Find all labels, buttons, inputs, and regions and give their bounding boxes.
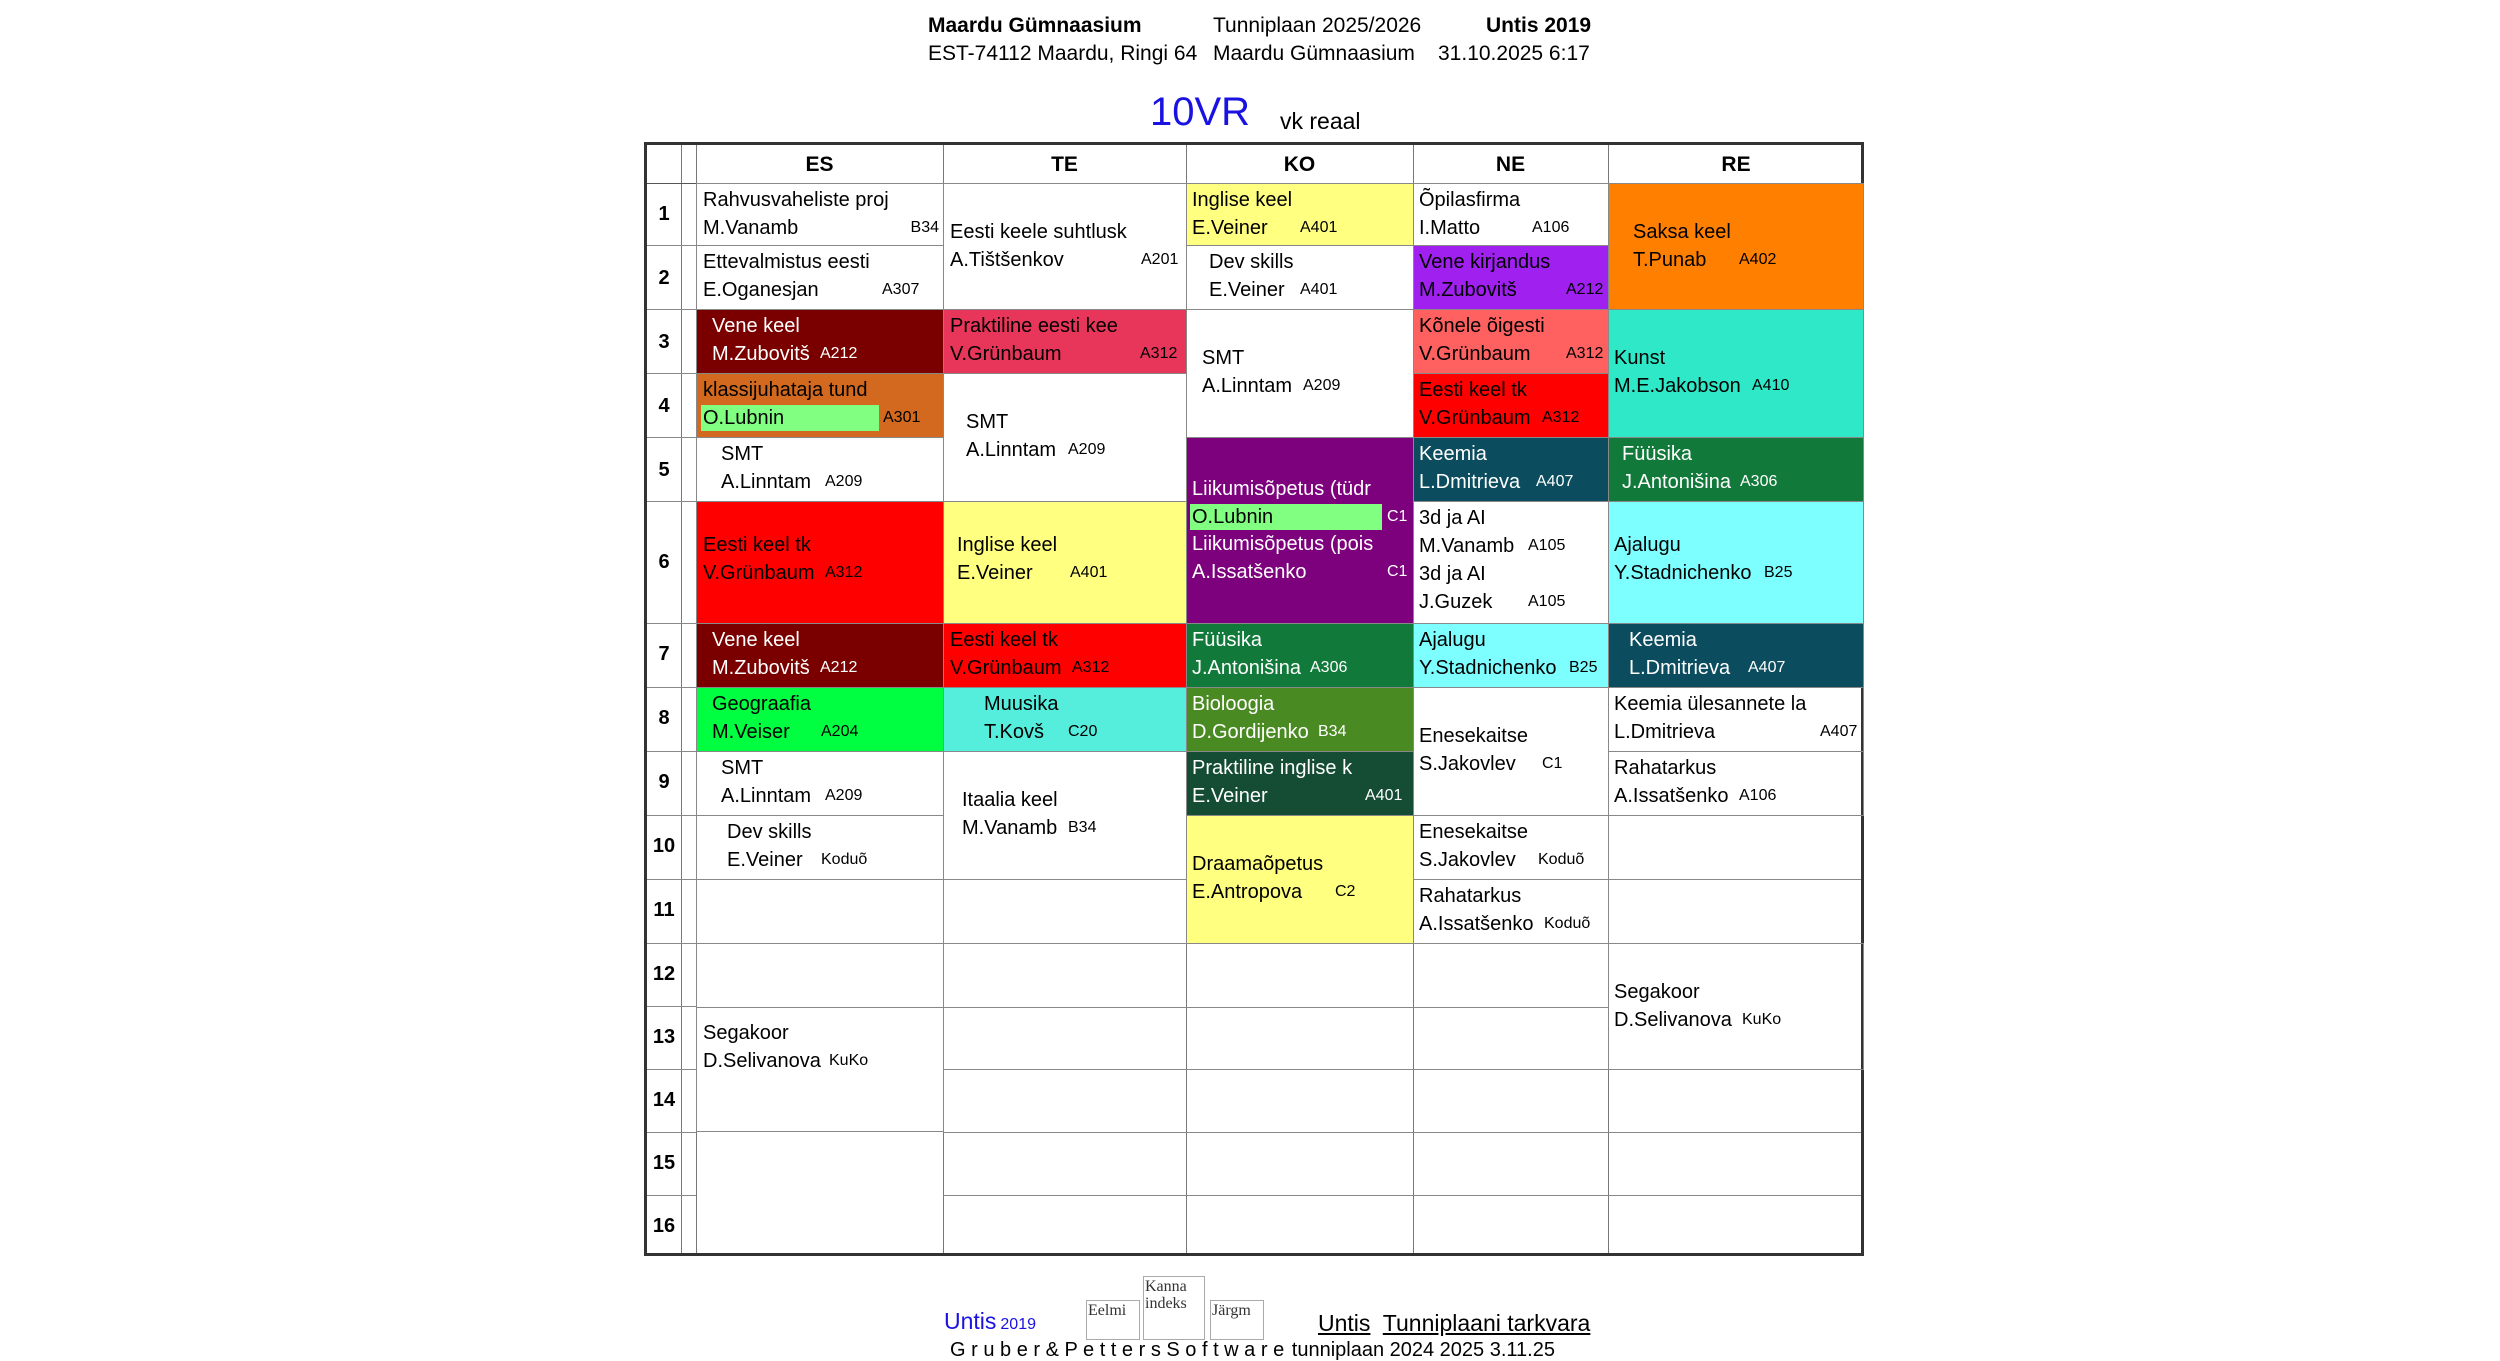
lesson-teacher: J.Guzek [1419, 591, 1493, 613]
lesson-teacher: M.Zubovitš [1419, 279, 1517, 301]
school-name: Maardu Gümnaasium [928, 14, 1142, 37]
lesson-room: A204 [821, 723, 859, 740]
lesson-subject: Inglise keel [957, 534, 1058, 556]
lesson-room: A410 [1752, 377, 1790, 394]
lesson-room: A401 [1300, 219, 1338, 236]
lesson-teacher: T.Punab [1633, 249, 1707, 271]
day-header-te: TE [1051, 153, 1078, 176]
lesson-teacher: L.Dmitrieva [1614, 721, 1716, 743]
lesson-subject: Ajalugu [1419, 629, 1486, 651]
footer-credit [950, 1340, 1555, 1360]
lesson-subject: Saksa keel [1633, 221, 1731, 243]
lesson-room: A407 [1820, 723, 1858, 740]
lesson-teacher: A.Issatšenko [1614, 785, 1729, 807]
lesson-subject: Segakoor [703, 1022, 789, 1044]
lesson-cell[interactable] [1608, 309, 1864, 438]
lesson-subject: Vene keel [712, 629, 800, 651]
lesson-teacher: V.Grünbaum [1419, 407, 1531, 429]
period-number: 3 [658, 331, 670, 353]
period-number: 14 [652, 1089, 676, 1111]
lesson-subject: Dev skills [1209, 251, 1294, 273]
class-subtitle: vk reaal [1280, 108, 1361, 134]
lesson-teacher: L.Dmitrieva [1629, 657, 1731, 679]
period-number: 4 [658, 395, 670, 417]
lesson-cell[interactable] [1608, 687, 1864, 752]
credit-text: G r u b e r & P e t t e r s S o f t w a r e [950, 1339, 1285, 1361]
lesson-cell[interactable] [696, 815, 944, 880]
lesson-cell[interactable] [943, 687, 1187, 752]
lesson-cell[interactable] [1608, 623, 1864, 688]
lesson-teacher: E.Veiner [1209, 279, 1285, 301]
lesson-cell[interactable] [1186, 751, 1414, 816]
lesson-cell[interactable] [1608, 751, 1864, 816]
lesson-teacher: M.Zubovitš [712, 343, 810, 365]
lesson-cell[interactable] [1413, 309, 1609, 374]
lesson-cell[interactable] [1186, 245, 1414, 310]
lesson-cell[interactable] [943, 183, 1187, 310]
lesson-room: A201 [1141, 251, 1179, 268]
period-number: 6 [658, 551, 670, 573]
lesson-subject: Eesti keel tk [1419, 379, 1527, 401]
lesson-subject: Enesekaitse [1419, 725, 1528, 747]
period-number: 16 [652, 1215, 676, 1237]
lesson-subject: Geograafia [712, 693, 811, 715]
lesson-subject: Rahvusvaheliste proj [703, 189, 889, 211]
lesson-teacher: L.Dmitrieva [1419, 471, 1521, 493]
footer-links [1318, 1310, 1590, 1337]
lesson-teacher: A.Linntam [721, 471, 812, 493]
lesson-cell[interactable] [943, 501, 1187, 624]
lesson-subject: Keemia [1419, 443, 1487, 465]
lesson-cell[interactable] [1608, 437, 1864, 502]
lesson-room: Koduõ [821, 851, 868, 868]
lesson-teacher: A.Tištšenkov [950, 249, 1064, 271]
lesson-room: A106 [1739, 787, 1777, 804]
period-number: 7 [658, 643, 670, 665]
lesson-teacher: E.Veiner [957, 562, 1033, 584]
lesson-room: A301 [883, 409, 921, 426]
lesson-subject: SMT [721, 757, 764, 779]
lesson-teacher: S.Jakovlev [1419, 849, 1516, 871]
lesson-subject: Rahatarkus [1614, 757, 1717, 779]
index-image-button[interactable]: Kanna indeks [1143, 1276, 1205, 1340]
lesson-room: A212 [820, 345, 858, 362]
plan-title: Tunniplaan 2025/2026 [1213, 14, 1422, 37]
lesson-cell[interactable] [1186, 183, 1414, 246]
lesson-cell[interactable] [696, 373, 944, 438]
lesson-room: C1 [1387, 508, 1408, 525]
lesson-teacher: O.Lubnin [1190, 504, 1382, 530]
lesson-teacher: D.Selivanova [1614, 1009, 1732, 1031]
lesson-room: B34 [1068, 819, 1097, 836]
lesson-room: KuKo [829, 1052, 869, 1069]
lesson-cell[interactable] [1413, 815, 1609, 880]
lesson-subject: Praktiline inglise k [1192, 757, 1353, 779]
lesson-room: A209 [825, 473, 863, 490]
lesson-cell[interactable] [1413, 623, 1609, 688]
lesson-subject: SMT [721, 443, 764, 465]
lesson-subject: Keemia ülesannete la [1614, 693, 1807, 715]
lesson-subject: Eesti keel tk [950, 629, 1058, 651]
lesson-room: A209 [825, 787, 863, 804]
lesson-teacher: E.Veiner [727, 849, 803, 871]
lesson-cell[interactable] [1413, 373, 1609, 438]
lesson-room: C1 [1387, 563, 1408, 580]
lesson-teacher: M.Vanamb [703, 217, 799, 239]
lesson-room: A401 [1070, 564, 1108, 581]
lesson-subject: Draamaõpetus [1192, 853, 1324, 875]
lesson-teacher: V.Grünbaum [950, 343, 1062, 365]
lesson-room: A212 [820, 659, 858, 676]
lesson-room: A306 [1310, 659, 1348, 676]
lesson-room: A106 [1532, 219, 1570, 236]
lesson-teacher: E.Antropova [1192, 881, 1303, 903]
lesson-subject: Itaalia keel [962, 789, 1058, 811]
lesson-teacher: I.Matto [1419, 217, 1481, 239]
lesson-cell[interactable] [1608, 943, 1864, 1070]
lesson-room: A212 [1566, 281, 1604, 298]
lesson-room: A401 [1300, 281, 1338, 298]
period-number: 13 [652, 1026, 676, 1048]
lesson-teacher: M.Vanamb [1419, 535, 1515, 557]
empty-cell [943, 879, 1187, 944]
lesson-teacher: Y.Stadnichenko [1614, 562, 1752, 584]
lesson-teacher: J.Antonišina [1622, 471, 1731, 493]
lesson-teacher: E.Oganesjan [703, 279, 819, 301]
lesson-subject: Vene keel [712, 315, 800, 337]
lesson-subject: klassijuhataja tund [703, 379, 868, 401]
lesson-room: A105 [1528, 537, 1566, 554]
lesson-room: A105 [1528, 593, 1566, 610]
lesson-subject: Praktiline eesti kee [950, 315, 1118, 337]
lesson-teacher: A.Linntam [721, 785, 812, 807]
lesson-cell[interactable] [943, 751, 1187, 880]
lesson-cell[interactable] [696, 309, 944, 374]
lesson-subject: SMT [966, 411, 1009, 433]
lesson-room: A312 [825, 564, 863, 581]
lesson-teacher: M.Veiser [712, 721, 790, 743]
lesson-room: A209 [1303, 377, 1341, 394]
day-header-re: RE [1721, 153, 1751, 176]
empty-cell [696, 879, 944, 944]
lesson-cell[interactable] [1186, 815, 1414, 944]
period-number: 5 [658, 459, 670, 481]
period-number: 1 [658, 203, 670, 225]
lesson-teacher: A.Issatšenko [1419, 913, 1534, 935]
lesson-room: Koduõ [1544, 915, 1591, 932]
lesson-room: B25 [1569, 659, 1598, 676]
tunniplaan-text: tunniplaan 2024 2025 3.11.25 [1291, 1339, 1555, 1361]
lesson-cell[interactable] [1186, 623, 1414, 688]
lesson-cell[interactable] [696, 183, 944, 246]
day-header-ne: NE [1495, 153, 1526, 176]
lesson-cell[interactable] [943, 309, 1187, 374]
lesson-teacher: M.E.Jakobson [1614, 375, 1741, 397]
lesson-teacher: S.Jakovlev [1419, 753, 1516, 775]
lesson-room: C20 [1068, 723, 1098, 740]
lesson-room: A401 [1365, 787, 1403, 804]
school-address: EST-74112 Maardu, Ringi 64 [928, 42, 1198, 65]
lesson-subject: Kunst [1614, 347, 1666, 369]
lesson-teacher: M.Zubovitš [712, 657, 810, 679]
lesson-cell[interactable] [1413, 501, 1609, 624]
lesson-subject: Dev skills [727, 821, 812, 843]
class-title: 10VR [1150, 90, 1251, 134]
lesson-room: A407 [1536, 473, 1574, 490]
lesson-teacher: E.Veiner [1192, 785, 1268, 807]
period-number: 10 [652, 835, 676, 857]
lesson-teacher: O.Lubnin [701, 405, 879, 431]
lesson-cell[interactable] [696, 245, 944, 310]
lesson-cell[interactable] [696, 687, 944, 752]
lesson-cell[interactable] [1413, 879, 1609, 944]
lesson-teacher: T.Kovš [984, 721, 1045, 743]
lesson-subject: 3d ja AI [1419, 563, 1486, 585]
lesson-teacher: M.Vanamb [962, 817, 1058, 839]
period-number: 15 [652, 1152, 676, 1174]
lesson-cell[interactable] [1413, 245, 1609, 310]
lesson-room: Koduõ [1538, 851, 1585, 868]
lesson-room: A307 [882, 281, 920, 298]
lesson-subject: Eesti keele suhtlusk [950, 221, 1127, 243]
lesson-room: KuKo [1742, 1011, 1782, 1028]
tunniplaani-tarkvara-link[interactable]: Tunniplaani tarkvara [1382, 1310, 1591, 1336]
prev-image-button[interactable]: Eelmi [1086, 1300, 1140, 1340]
next-image-button[interactable]: Järgm [1210, 1300, 1264, 1340]
lesson-cell[interactable] [1413, 183, 1609, 246]
lesson-subject: 3d ja AI [1419, 507, 1486, 529]
lesson-subject: Kõnele õigesti [1419, 315, 1545, 337]
lesson-subject: Vene kirjandus [1419, 251, 1551, 273]
lesson-teacher: Y.Stadnichenko [1419, 657, 1557, 679]
lesson-room: B25 [1764, 564, 1793, 581]
lesson-teacher: V.Grünbaum [950, 657, 1062, 679]
lesson-cell[interactable] [696, 1007, 944, 1132]
lesson-teacher: V.Grünbaum [703, 562, 815, 584]
lesson-room: A209 [1068, 441, 1106, 458]
lesson-teacher: A.Linntam [966, 439, 1057, 461]
lesson-teacher: A.Issatšenko [1192, 561, 1307, 583]
lesson-subject: Liikumisõpetus (tüdr [1192, 478, 1371, 500]
lesson-teacher: A.Linntam [1202, 375, 1293, 397]
lesson-cell[interactable] [1413, 437, 1609, 502]
untis-link[interactable]: Untis [1318, 1310, 1371, 1336]
lesson-cell[interactable] [696, 501, 944, 624]
lesson-cell[interactable] [1413, 687, 1609, 816]
lesson-subject: Rahatarkus [1419, 885, 1522, 907]
lesson-subject: Ajalugu [1614, 534, 1681, 556]
lesson-subject: Õpilasfirma [1419, 189, 1521, 211]
period-number: 11 [653, 899, 675, 921]
lesson-subject: Inglise keel [1192, 189, 1293, 211]
lesson-cell[interactable] [1608, 183, 1864, 310]
lesson-room: A312 [1566, 345, 1604, 362]
lesson-room: A407 [1748, 659, 1786, 676]
lesson-room: A306 [1740, 473, 1778, 490]
lesson-room: B34 [910, 219, 939, 236]
lesson-subject: Füüsika [1622, 443, 1693, 465]
lesson-room: A312 [1072, 659, 1110, 676]
lesson-subject: Liikumisõpetus (pois [1192, 533, 1374, 555]
lesson-subject: Segakoor [1614, 981, 1700, 1003]
footer-untis-label: Untis 2019 [944, 1308, 1036, 1334]
empty-cell [696, 943, 944, 1008]
lesson-teacher: D.Selivanova [703, 1050, 821, 1072]
lesson-room: A312 [1542, 409, 1580, 426]
lesson-subject: SMT [1202, 347, 1245, 369]
lesson-cell[interactable] [696, 437, 944, 502]
timetable-grid [644, 142, 1864, 1256]
lesson-cell[interactable] [943, 623, 1187, 688]
generated-timestamp: 31.10.2025 6:17 [1438, 42, 1590, 65]
period-number: 12 [652, 963, 676, 985]
lesson-teacher: V.Grünbaum [1419, 343, 1531, 365]
lesson-subject: Füüsika [1192, 629, 1263, 651]
lesson-subject: Bioloogia [1192, 693, 1275, 715]
lesson-room: A402 [1739, 251, 1777, 268]
day-header-ko: KO [1283, 153, 1316, 176]
school-name-secondary: Maardu Gümnaasium [1213, 42, 1415, 65]
lesson-teacher: J.Antonišina [1192, 657, 1301, 679]
lesson-room: A312 [1140, 345, 1178, 362]
lesson-cell[interactable] [696, 623, 944, 688]
lesson-subject: Enesekaitse [1419, 821, 1528, 843]
lesson-room: B34 [1318, 723, 1347, 740]
lesson-subject: Muusika [984, 693, 1059, 715]
lesson-subject: Keemia [1629, 629, 1697, 651]
period-number: 2 [658, 267, 670, 289]
software-version: Untis 2019 [1486, 14, 1592, 37]
footer-untis-year: 2019 [1000, 1316, 1036, 1333]
lesson-cell[interactable] [1186, 687, 1414, 752]
lesson-cell[interactable] [1186, 437, 1414, 624]
lesson-subject: Ettevalmistus eesti [703, 251, 870, 273]
lesson-teacher: D.Gordijenko [1192, 721, 1309, 743]
lesson-room: C2 [1335, 883, 1356, 900]
period-number: 9 [658, 771, 670, 793]
lesson-teacher: E.Veiner [1192, 217, 1268, 239]
lesson-subject: Eesti keel tk [703, 534, 811, 556]
period-number: 8 [658, 707, 670, 729]
lesson-room: C1 [1542, 755, 1563, 772]
lesson-cell[interactable] [943, 373, 1187, 502]
lesson-cell[interactable] [1186, 309, 1414, 438]
lesson-cell[interactable] [1608, 501, 1864, 624]
day-header-es: ES [805, 153, 834, 176]
lesson-cell[interactable] [696, 751, 944, 816]
